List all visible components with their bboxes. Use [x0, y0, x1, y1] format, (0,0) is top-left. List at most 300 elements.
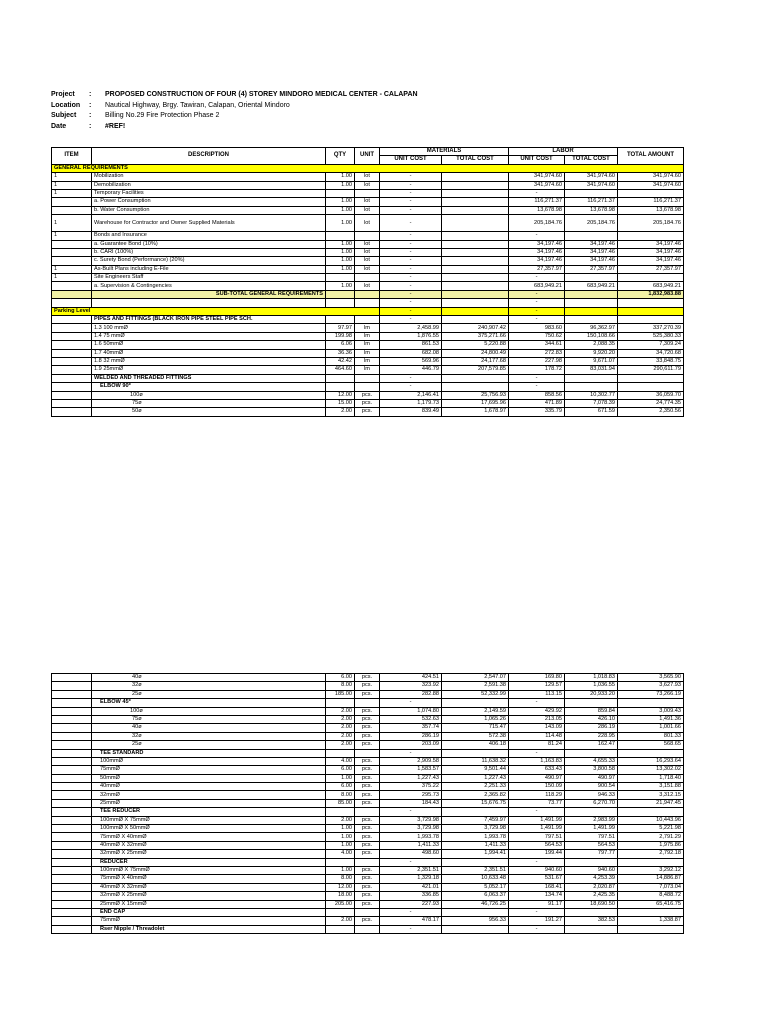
cell-description: 100mmØ X 50mmØ — [92, 825, 326, 833]
cell-mat-total: 25,756.93 — [442, 391, 509, 399]
table-row — [52, 875, 684, 883]
cell-qty: 2.00 — [326, 816, 355, 824]
cell-qty: 36.36 — [326, 349, 355, 357]
cell-lab-unit: 178.72 — [509, 366, 565, 374]
cell-description: 1.6 50mmØ — [92, 341, 326, 349]
cell-description: 100ø — [92, 707, 326, 715]
cell-description: 100mmØ X 75mmØ — [92, 816, 326, 824]
cell-lab-unit: 114.48 — [509, 732, 565, 740]
cell-lab-unit: 13,678.98 — [509, 206, 565, 214]
cell-lab-total: 4,253.39 — [565, 875, 618, 883]
cell-amount: 13,678.98 — [618, 206, 684, 214]
cell-lab-total — [565, 908, 618, 916]
cell-mat-unit: - — [380, 206, 442, 214]
table-row — [52, 757, 684, 765]
colon: : — [89, 112, 92, 120]
cell-mat-total: 2,149.59 — [442, 707, 509, 715]
table-row — [52, 257, 684, 265]
cell-mat-unit: 1,876.55 — [380, 332, 442, 340]
col-mat-total-cost: TOTAL COST — [442, 156, 509, 164]
cell-mat-total: 52,332.99 — [442, 690, 509, 698]
cell-amount: 3,312.15 — [618, 791, 684, 799]
cell-qty: 4.00 — [326, 850, 355, 858]
cell-qty: 4.00 — [326, 757, 355, 765]
billing-table-bottom — [51, 673, 684, 934]
cell-item: 1 — [52, 181, 92, 189]
cell-description: Site Engineers Staff — [92, 274, 326, 282]
cell-description: 40mmØ — [92, 783, 326, 791]
subtotal-label: SUB-TOTAL GENERAL REQUIREMENTS — [92, 290, 326, 298]
cell-mat-total — [442, 215, 509, 232]
cell-qty — [326, 808, 355, 816]
cell-lab-unit: 34,197.46 — [509, 257, 565, 265]
cell-description: Mobilization — [92, 173, 326, 181]
cell-unit: pcs. — [355, 783, 380, 791]
cell-mat-unit: 1,411.33 — [380, 841, 442, 849]
cell-mat-total — [442, 858, 509, 866]
cell-lab-unit: - — [509, 307, 565, 315]
cell-lab-unit: 199.44 — [509, 850, 565, 858]
col-item: ITEM — [52, 148, 92, 165]
cell-lab-unit: - — [509, 299, 565, 307]
cell-lab-unit: - — [509, 383, 565, 391]
cell-unit: pcs. — [355, 825, 380, 833]
cell-amount: 1,491.36 — [618, 715, 684, 723]
cell-description: 50ø — [92, 408, 326, 416]
table-row — [52, 349, 684, 357]
cell-amount — [618, 316, 684, 324]
cell-description: END CAP — [92, 908, 326, 916]
cell-item — [52, 299, 92, 307]
cell-lab-unit: 191.27 — [509, 917, 565, 925]
cell-unit: pcs. — [355, 741, 380, 749]
cell-description: Rser Nipple / Threadolet — [92, 925, 326, 933]
cell-lab-total: 9,671.07 — [565, 357, 618, 365]
cell-amount: 3,151.88 — [618, 783, 684, 791]
cell-mat-unit: 286.19 — [380, 732, 442, 740]
header-row-date — [51, 122, 418, 133]
cell-lab-total: 946.33 — [565, 791, 618, 799]
cell-item — [52, 825, 92, 833]
cell-qty: 2.00 — [326, 917, 355, 925]
table-row — [52, 699, 684, 707]
cell-description: 1.7 40mmØ — [92, 349, 326, 357]
cell-amount: 16,293.64 — [618, 757, 684, 765]
table-row — [52, 825, 684, 833]
cell-lab-unit: 858.56 — [509, 391, 565, 399]
cell-amount — [618, 374, 684, 382]
cell-lab-total: 940.60 — [565, 866, 618, 874]
cell-mat-total: 10,633.48 — [442, 875, 509, 883]
cell-mat-total: 956.33 — [442, 917, 509, 925]
cell-item — [52, 690, 92, 698]
cell-unit: lot — [355, 173, 380, 181]
cell-mat-unit: - — [380, 215, 442, 232]
cell-lab-unit: 213.05 — [509, 715, 565, 723]
cell-qty: 1.00 — [326, 774, 355, 782]
cell-lab-unit: 471.89 — [509, 399, 565, 407]
cell-amount: 290,611.79 — [618, 366, 684, 374]
cell-amount: 34,197.46 — [618, 240, 684, 248]
cell-description: 25mmØ X 15mmØ — [92, 900, 326, 908]
cell-lab-unit: 168.41 — [509, 883, 565, 891]
cell-lab-unit: 129.57 — [509, 682, 565, 690]
cell-mat-unit: - — [380, 198, 442, 206]
cell-mat-unit: 1,227.43 — [380, 774, 442, 782]
cell-mat-unit: 3,729.98 — [380, 825, 442, 833]
cell-mat-total: 17,695.96 — [442, 399, 509, 407]
cell-mat-unit: - — [380, 282, 442, 290]
col-qty: QTY — [326, 148, 355, 165]
cell-description: b. CARI (100%) — [92, 248, 326, 256]
cell-qty — [326, 383, 355, 391]
cell-lab-total: 13,678.98 — [565, 206, 618, 214]
cell-mat-unit: - — [380, 189, 442, 197]
cell-qty: 1.00 — [326, 173, 355, 181]
col-total-amount: TOTAL AMOUNT — [618, 148, 684, 165]
cell-amount — [618, 274, 684, 282]
cell-lab-unit: 341,974.60 — [509, 173, 565, 181]
cell-amount: 683,949.21 — [618, 282, 684, 290]
cell-description: 40ø — [92, 674, 326, 682]
cell-unit — [355, 808, 380, 816]
cell-unit — [355, 699, 380, 707]
cell-mat-total — [442, 925, 509, 933]
cell-unit: pcs. — [355, 399, 380, 407]
cell-mat-total — [442, 189, 509, 197]
cell-mat-unit: 295.73 — [380, 791, 442, 799]
cell-unit: lm — [355, 366, 380, 374]
table-row — [52, 774, 684, 782]
cell-lab-total: 683,949.21 — [565, 282, 618, 290]
cell-description: WELDED AND THREADED FITTINGS — [92, 374, 326, 382]
cell-unit: pcs. — [355, 757, 380, 765]
cell-mat-total: 1,411.33 — [442, 841, 509, 849]
cell-qty: 6.06 — [326, 341, 355, 349]
cell-mat-total — [442, 374, 509, 382]
cell-amount: 341,974.60 — [618, 181, 684, 189]
cell-description: 25ø — [92, 690, 326, 698]
cell-mat-total: 2,251.33 — [442, 783, 509, 791]
cell-item — [52, 366, 92, 374]
cell-lab-total: 341,974.60 — [565, 181, 618, 189]
document-header — [51, 90, 418, 132]
cell-mat-unit: 569.96 — [380, 357, 442, 365]
cell-qty: 8.00 — [326, 875, 355, 883]
cell-unit: pcs. — [355, 408, 380, 416]
cell-item — [52, 850, 92, 858]
cell-qty — [326, 908, 355, 916]
cell-lab-unit: 531.67 — [509, 875, 565, 883]
cell-qty: 15.00 — [326, 399, 355, 407]
cell-mat-unit: 498.60 — [380, 850, 442, 858]
cell-qty: 2.00 — [326, 707, 355, 715]
cell-amount: 525,380.33 — [618, 332, 684, 340]
cell-mat-unit: 2,351.51 — [380, 866, 442, 874]
cell-unit — [355, 299, 380, 307]
cell-unit: pcs. — [355, 724, 380, 732]
cell-description: Demobilization — [92, 181, 326, 189]
header-row — [52, 148, 684, 156]
cell-lab-unit: 940.60 — [509, 866, 565, 874]
cell-mat-unit: 532.63 — [380, 715, 442, 723]
cell-amount: 3,009.43 — [618, 707, 684, 715]
cell-lab-total: 10,302.77 — [565, 391, 618, 399]
cell-unit: lm — [355, 324, 380, 332]
cell-qty: 2.00 — [326, 741, 355, 749]
cell-lab-unit: 91.17 — [509, 900, 565, 908]
cell-mat-unit: - — [380, 858, 442, 866]
cell-description: 40ø — [92, 724, 326, 732]
cell-unit: lm — [355, 341, 380, 349]
cell-qty: 1.00 — [326, 240, 355, 248]
cell-mat-unit: 1,074.80 — [380, 707, 442, 715]
cell-unit: pcs. — [355, 866, 380, 874]
cell-lab-total: 671.59 — [565, 408, 618, 416]
cell-lab-unit: 134.74 — [509, 892, 565, 900]
cell-qty: 1.00 — [326, 866, 355, 874]
cell-unit: pcs. — [355, 732, 380, 740]
cell-mat-total: 572.38 — [442, 732, 509, 740]
cell-item — [52, 892, 92, 900]
cell-amount: 24,774.35 — [618, 399, 684, 407]
cell-mat-unit: - — [380, 173, 442, 181]
cell-description: c. Surety Bond (Performance) (20%) — [92, 257, 326, 265]
cell-item — [52, 783, 92, 791]
cell-unit: lm — [355, 349, 380, 357]
cell-amount: 2,350.56 — [618, 408, 684, 416]
cell-mat-total — [442, 307, 509, 315]
cell-qty: 6.00 — [326, 674, 355, 682]
cell-description: 75ø — [92, 399, 326, 407]
cell-qty — [326, 316, 355, 324]
cell-lab-total — [565, 925, 618, 933]
cell-qty: 2.00 — [326, 408, 355, 416]
table-row — [52, 732, 684, 740]
cell-qty: 2.00 — [326, 715, 355, 723]
cell-lab-total: 18,690.50 — [565, 900, 618, 908]
location-value: Nautical Highway, Brgy. Tawiran, Calapan, Oriental Mindoro — [105, 101, 290, 109]
cell-mat-unit: 839.49 — [380, 408, 442, 416]
cell-lab-total — [565, 274, 618, 282]
cell-lab-unit: 143.09 — [509, 724, 565, 732]
cell-unit: pcs. — [355, 841, 380, 849]
table-row — [52, 858, 684, 866]
cell-lab-total — [565, 374, 618, 382]
table-row — [52, 274, 684, 282]
cell-lab-total: 490.97 — [565, 774, 618, 782]
cell-unit: pcs. — [355, 690, 380, 698]
cell-lab-total — [565, 299, 618, 307]
cell-unit: lot — [355, 257, 380, 265]
cell-mat-unit: 282.88 — [380, 690, 442, 698]
cell-mat-total — [442, 749, 509, 757]
cell-mat-unit: 421.01 — [380, 883, 442, 891]
header-row-subject — [51, 111, 418, 122]
cell-mat-unit: 1,993.78 — [380, 833, 442, 841]
cell-mat-total: 24,177.68 — [442, 357, 509, 365]
cell-qty: 6.00 — [326, 766, 355, 774]
cell-qty: 6.00 — [326, 783, 355, 791]
cell-description: a. Supervision & Contingencies — [92, 282, 326, 290]
cell-mat-total: 46,726.25 — [442, 900, 509, 908]
cell-qty: 2.00 — [326, 724, 355, 732]
cell-unit: lot — [355, 198, 380, 206]
cell-description: Warehouse for Contractor and Owner Supplied Materials — [92, 215, 326, 232]
cell-mat-unit: - — [380, 749, 442, 757]
cell-item — [52, 799, 92, 807]
cell-item — [52, 399, 92, 407]
cell-item — [52, 198, 92, 206]
cell-lab-unit: 169.80 — [509, 674, 565, 682]
cell-qty: 199.98 — [326, 332, 355, 340]
cell-mat-total — [442, 248, 509, 256]
table-row — [52, 783, 684, 791]
cell-item — [52, 816, 92, 824]
cell-lab-total — [565, 383, 618, 391]
cell-amount: 36,059.70 — [618, 391, 684, 399]
cell-qty: 1.00 — [326, 215, 355, 232]
cell-mat-total — [442, 232, 509, 240]
cell-amount: 34,197.46 — [618, 257, 684, 265]
cell-lab-unit: - — [509, 374, 565, 382]
cell-lab-total: 2,088.35 — [565, 341, 618, 349]
cell-amount: 1,338.87 — [618, 917, 684, 925]
cell-lab-total — [565, 699, 618, 707]
cell-qty: 1.00 — [326, 265, 355, 273]
cell-unit — [355, 383, 380, 391]
cell-amount: 801.33 — [618, 732, 684, 740]
table-row — [52, 791, 684, 799]
cell-mat-total: 24,800.49 — [442, 349, 509, 357]
cell-description: 75ø — [92, 715, 326, 723]
cell-unit: lot — [355, 248, 380, 256]
cell-lab-unit: - — [509, 290, 565, 298]
cell-mat-total: 9,501.44 — [442, 766, 509, 774]
cell-mat-unit: - — [380, 316, 442, 324]
table-row — [52, 724, 684, 732]
cell-lab-unit: 564.53 — [509, 841, 565, 849]
cell-description: 100ø — [92, 391, 326, 399]
colon: : — [89, 122, 92, 130]
cell-qty: 1.00 — [326, 833, 355, 841]
cell-unit: pcs. — [355, 707, 380, 715]
table-row — [52, 799, 684, 807]
cell-lab-total: 3,800.58 — [565, 766, 618, 774]
cell-lab-total: 797.77 — [565, 850, 618, 858]
cell-mat-total — [442, 240, 509, 248]
col-unit: UNIT — [355, 148, 380, 165]
cell-unit: lot — [355, 206, 380, 214]
cell-mat-total — [442, 699, 509, 707]
cell-mat-unit: 1,583.57 — [380, 766, 442, 774]
cell-mat-total — [442, 265, 509, 273]
cell-mat-unit: - — [380, 257, 442, 265]
cell-qty: 1.00 — [326, 206, 355, 214]
cell-amount — [618, 383, 684, 391]
cell-unit — [355, 189, 380, 197]
cell-lab-unit: 34,197.46 — [509, 248, 565, 256]
cell-lab-unit: 227.98 — [509, 357, 565, 365]
cell-mat-total — [442, 206, 509, 214]
cell-description: 40mmØ X 32mmØ — [92, 841, 326, 849]
col-mat-unit-cost: UNIT COST — [380, 156, 442, 164]
table-row — [52, 690, 684, 698]
cell-lab-total: 34,197.46 — [565, 248, 618, 256]
cell-lab-unit: - — [509, 749, 565, 757]
cell-unit — [355, 858, 380, 866]
cell-amount: 2,792.18 — [618, 850, 684, 858]
cell-amount — [618, 232, 684, 240]
cell-lab-total — [565, 232, 618, 240]
cell-mat-total: 5,052.17 — [442, 883, 509, 891]
table-row — [52, 383, 684, 391]
cell-qty — [326, 299, 355, 307]
cell-lab-total: 9,920.20 — [565, 349, 618, 357]
table-row — [52, 366, 684, 374]
cell-mat-unit: - — [380, 248, 442, 256]
location-label: Location — [51, 101, 81, 109]
table-row — [52, 707, 684, 715]
cell-item: 1 — [52, 215, 92, 232]
cell-mat-total: 2,591.38 — [442, 682, 509, 690]
table-row — [52, 290, 684, 298]
cell-qty: 1.00 — [326, 841, 355, 849]
cell-item — [52, 240, 92, 248]
cell-amount — [618, 189, 684, 197]
cell-unit: pcs. — [355, 391, 380, 399]
cell-mat-total: 1,065.26 — [442, 715, 509, 723]
cell-item — [52, 248, 92, 256]
cell-mat-unit: - — [380, 307, 442, 315]
cell-amount: 34,720.68 — [618, 349, 684, 357]
cell-item — [52, 766, 92, 774]
col-materials: MATERIALS — [380, 148, 509, 156]
cell-unit — [355, 925, 380, 933]
cell-description: 75mmØ X 40mmØ — [92, 875, 326, 883]
cell-mat-total — [442, 198, 509, 206]
cell-unit: lm — [355, 332, 380, 340]
cell-mat-total — [442, 282, 509, 290]
cell-lab-unit: - — [509, 908, 565, 916]
cell-amount: 10,443.96 — [618, 816, 684, 824]
cell-description: ELBOW 90º — [92, 383, 326, 391]
header-row-project — [51, 90, 418, 101]
cell-description: Temporary Facilities — [92, 189, 326, 197]
cell-lab-total: 34,197.46 — [565, 257, 618, 265]
cell-mat-total: 406.18 — [442, 741, 509, 749]
cell-mat-unit: 375.22 — [380, 783, 442, 791]
cell-amount: 8,488.72 — [618, 892, 684, 900]
col-lab-total-cost: TOTAL COST — [565, 156, 618, 164]
cell-mat-unit: - — [380, 374, 442, 382]
table-body-top — [52, 164, 684, 416]
table-row — [52, 674, 684, 682]
cell-amount — [618, 925, 684, 933]
cell-item — [52, 925, 92, 933]
cell-amount: 27,357.97 — [618, 265, 684, 273]
subject-label: Subject — [51, 112, 77, 120]
cell-lab-unit: 34,197.46 — [509, 240, 565, 248]
cell-qty: 1.00 — [326, 825, 355, 833]
table-row — [52, 181, 684, 189]
cell-amount: 1,001.66 — [618, 724, 684, 732]
cell-amount: 116,271.37 — [618, 198, 684, 206]
cell-mat-total — [442, 908, 509, 916]
cell-mat-unit: - — [380, 925, 442, 933]
cell-item — [52, 741, 92, 749]
cell-unit: pcs. — [355, 791, 380, 799]
